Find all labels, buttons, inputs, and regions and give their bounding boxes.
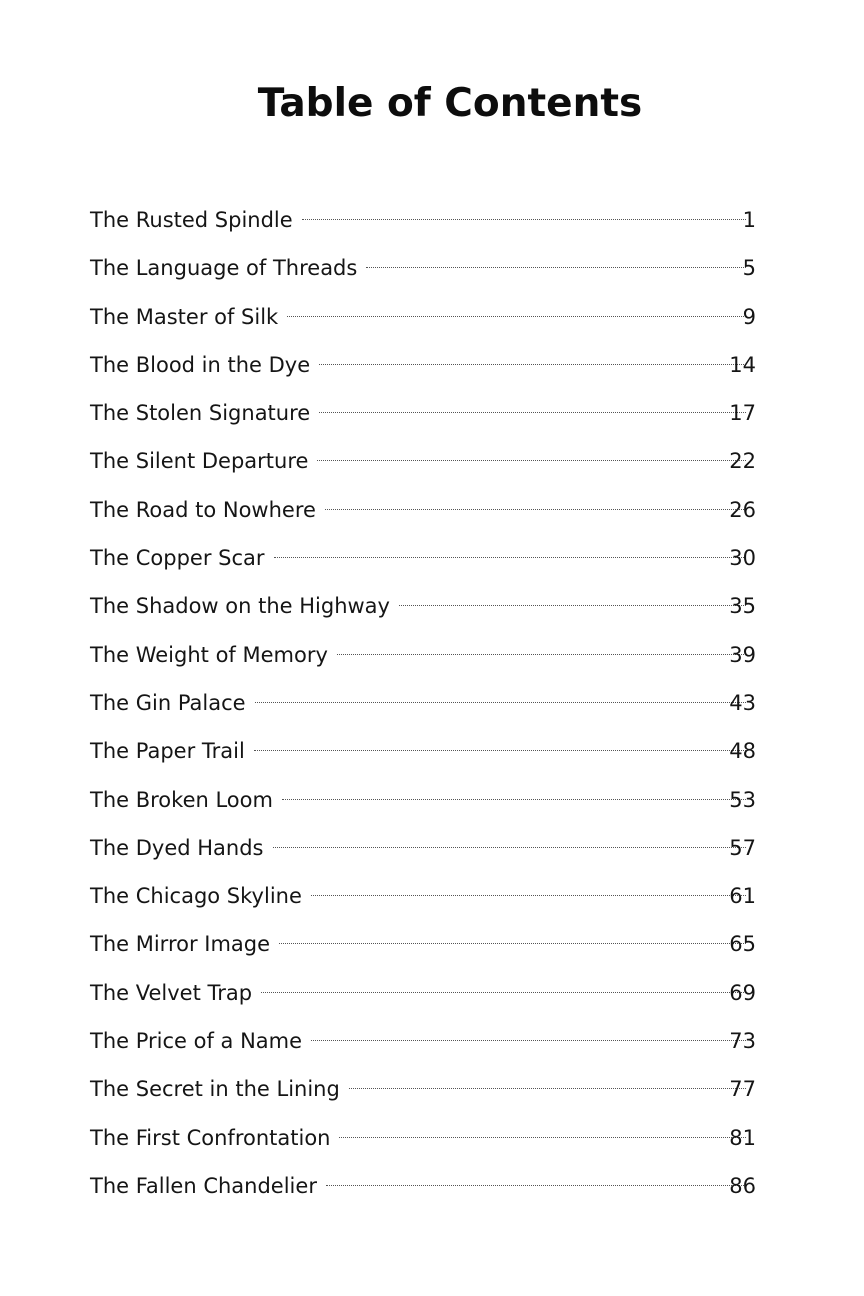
dot-leader-container — [357, 273, 746, 275]
toc-entry[interactable] — [90, 969, 810, 1017]
page-number: 30 — [729, 546, 756, 571]
page-number: 9 — [742, 304, 756, 329]
chapter-title: The Stolen Signature — [90, 401, 311, 426]
chapter-title: The Copper Scar — [90, 546, 265, 571]
chapter-title: The Mirror Image — [90, 932, 271, 957]
page-number: 39 — [729, 642, 756, 667]
dot-leader-container — [310, 418, 746, 420]
dot-leader-container — [246, 708, 746, 710]
dot-leader-container — [308, 466, 746, 468]
dot-leader — [302, 218, 746, 220]
chapter-title: The Fallen Chandelier — [90, 1173, 317, 1198]
page-number: 22 — [729, 449, 756, 474]
page-number: 81 — [729, 1125, 756, 1150]
page-number: 61 — [729, 884, 756, 909]
page-number: 35 — [729, 594, 756, 619]
dot-leader — [255, 701, 746, 703]
page-title: Table of Contents — [257, 81, 643, 126]
toc-entry[interactable] — [90, 1017, 810, 1065]
page-number: 48 — [729, 739, 756, 764]
dot-leader-container — [270, 949, 746, 951]
dot-leader-container — [328, 660, 746, 662]
chapter-title: The Dyed Hands — [90, 835, 264, 860]
dot-leader-container — [264, 853, 747, 855]
toc-entry[interactable] — [90, 727, 810, 775]
chapter-title: The Silent Departure — [90, 449, 309, 474]
toc-entry[interactable] — [90, 293, 810, 341]
toc-entry[interactable] — [90, 679, 810, 727]
page-number: 53 — [729, 787, 756, 812]
dot-leader — [319, 411, 746, 413]
dot-leader — [282, 798, 746, 800]
chapter-title: The Chicago Skyline — [90, 884, 302, 909]
chapter-title: The First Confrontation — [90, 1125, 331, 1150]
chapter-title: The Secret in the Lining — [90, 1077, 340, 1102]
dot-leader — [273, 846, 747, 848]
page-number: 73 — [729, 1029, 756, 1054]
toc-entry[interactable] — [90, 534, 810, 582]
toc-entry[interactable] — [90, 776, 810, 824]
toc-entry[interactable] — [90, 244, 810, 292]
chapter-title: The Broken Loom — [90, 787, 273, 812]
toc-entry[interactable] — [90, 437, 810, 485]
dot-leader-container — [310, 370, 746, 372]
page-number: 5 — [742, 256, 756, 281]
dot-leader — [325, 508, 746, 510]
dot-leader — [287, 315, 746, 317]
dot-leader — [261, 991, 746, 993]
chapter-title: The Weight of Memory — [90, 642, 328, 667]
chapter-title: The Paper Trail — [90, 739, 245, 764]
dot-leader — [254, 749, 746, 751]
chapter-title: The Blood in the Dye — [90, 352, 311, 377]
dot-leader — [279, 942, 746, 944]
page-number: 65 — [729, 932, 756, 957]
dot-leader — [349, 1087, 746, 1089]
chapter-title: The Price of a Name — [90, 1029, 303, 1054]
dot-leader-container — [316, 515, 746, 517]
toc-entry[interactable] — [90, 872, 810, 920]
dot-leader-container — [330, 1143, 746, 1145]
dot-leader-container — [390, 611, 746, 613]
page-number: 1 — [742, 208, 756, 232]
toc-entry[interactable] — [90, 920, 810, 968]
toc-entry[interactable] — [90, 824, 810, 872]
dot-leader — [326, 1184, 746, 1186]
chapter-title: The Velvet Trap — [90, 980, 253, 1005]
toc-entry[interactable] — [90, 631, 810, 679]
dot-leader-container — [278, 322, 746, 324]
dot-leader — [366, 266, 746, 268]
chapter-title: The Shadow on the Highway — [90, 594, 390, 619]
dot-leader-container — [245, 756, 746, 758]
dot-leader — [399, 604, 746, 606]
dot-leader — [311, 894, 746, 896]
page-number: 43 — [729, 690, 756, 715]
dot-leader-container — [302, 1046, 746, 1048]
chapter-title: The Road to Nowhere — [90, 497, 316, 522]
dot-leader — [311, 1039, 746, 1041]
chapter-title: The Gin Palace — [90, 690, 246, 715]
toc-entry[interactable] — [90, 486, 810, 534]
dot-leader-container — [273, 805, 746, 807]
dot-leader — [317, 459, 746, 461]
toc-entry[interactable] — [90, 341, 810, 389]
page-number: 77 — [729, 1077, 756, 1102]
toc-entry[interactable] — [90, 196, 810, 244]
page-number: 69 — [729, 980, 756, 1005]
page-number: 14 — [729, 352, 756, 377]
page-number: 86 — [729, 1173, 756, 1198]
dot-leader-container — [265, 563, 746, 565]
dot-leader — [337, 653, 746, 655]
page-number: 57 — [729, 835, 756, 860]
toc-entry[interactable] — [90, 1065, 810, 1113]
dot-leader-container — [293, 225, 746, 227]
dot-leader-container — [317, 1191, 746, 1193]
chapter-title: The Rusted Spindle — [90, 208, 293, 232]
dot-leader — [339, 1136, 746, 1138]
table-of-contents-list — [90, 196, 810, 1210]
dot-leader-container — [302, 901, 746, 903]
page-number: 17 — [729, 401, 756, 426]
page-number: 26 — [729, 497, 756, 522]
toc-entry[interactable] — [90, 582, 810, 630]
dot-leader — [274, 556, 746, 558]
dot-leader — [319, 363, 746, 365]
dot-leader-container — [252, 998, 746, 1000]
dot-leader-container — [340, 1094, 746, 1096]
toc-entry[interactable] — [90, 1114, 810, 1162]
chapter-title: The Master of Silk — [90, 304, 279, 329]
toc-entry[interactable] — [90, 1162, 810, 1210]
toc-entry[interactable] — [90, 389, 810, 437]
chapter-title: The Language of Threads — [90, 256, 358, 281]
